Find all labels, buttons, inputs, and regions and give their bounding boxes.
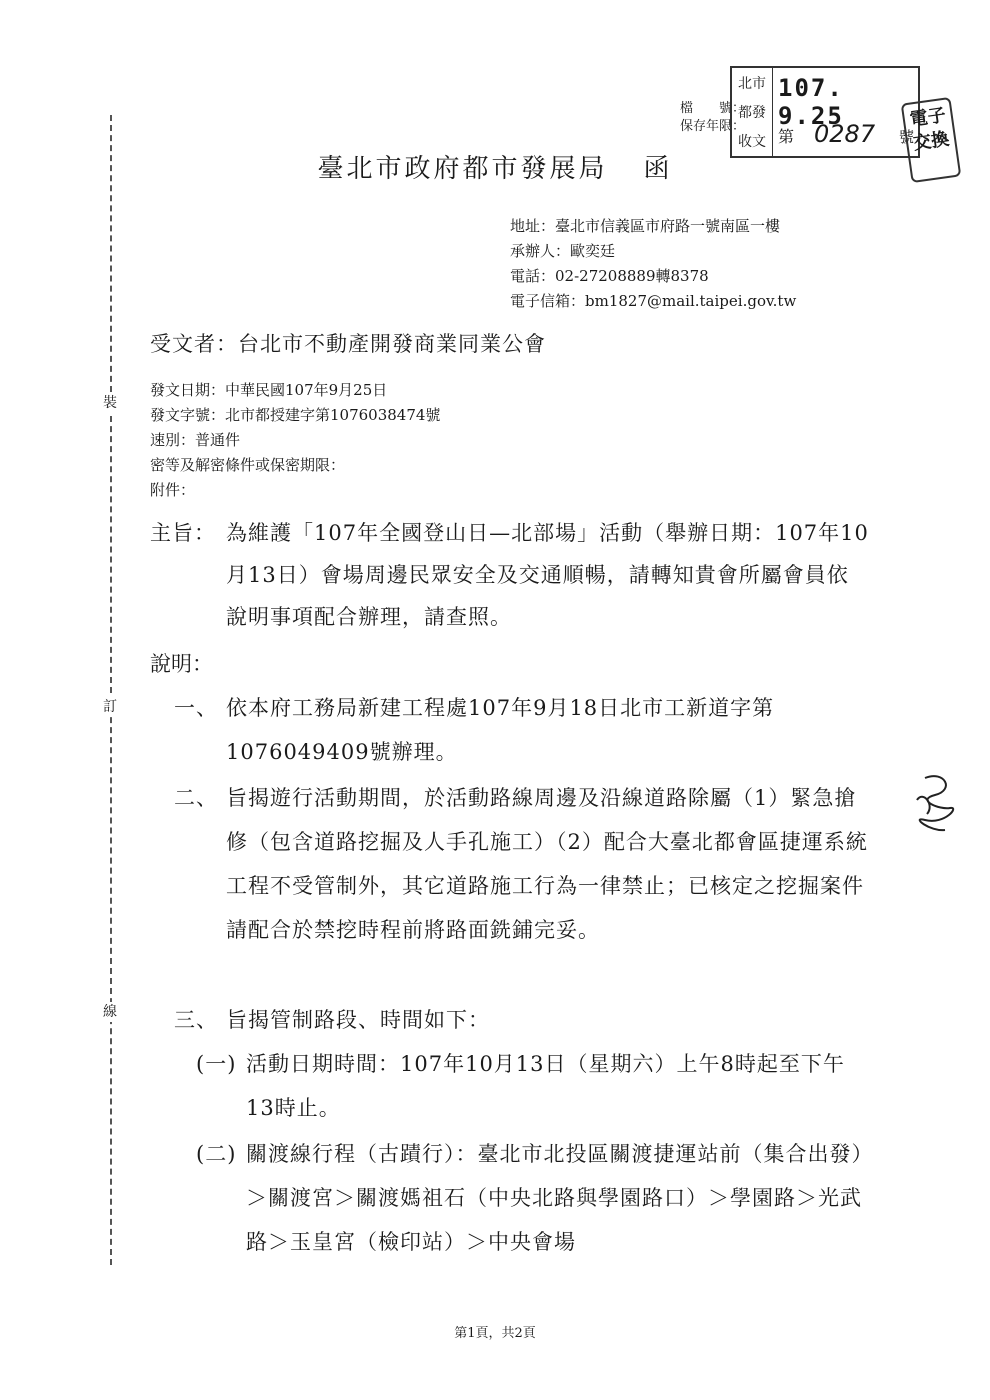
document-type: 函 bbox=[643, 154, 673, 184]
stamp-org-line: 都發 bbox=[738, 104, 766, 121]
contact-phone: 電話：02-27208889轉8378 bbox=[510, 267, 709, 285]
item-number: 三、 bbox=[174, 1008, 218, 1032]
explanation-label: 說明： bbox=[150, 652, 213, 676]
contact-handler: 承辦人：歐奕廷 bbox=[510, 242, 616, 260]
item-text: 旨揭管制路段、時間如下： bbox=[226, 1008, 490, 1032]
item-text: 旨揭遊行活動期間，於活動路線周邊及沿線道路除屬（1）緊急搶修（包含道路挖掘及人手孔施工）（2）配合大臺北都會區捷運系統工程不受管制外，其它道路施工行為一律禁止；已核定之挖掘案件請配合於禁挖時程前將路面銑鋪完妥。 bbox=[226, 786, 868, 942]
stamp-sequence bbox=[778, 120, 875, 148]
attachments: 附件： bbox=[150, 481, 196, 499]
explanation-subitem-1 bbox=[196, 1042, 866, 1130]
binding-mark-zhuang: 裝 bbox=[96, 393, 124, 413]
stamp-org-line: 北市 bbox=[738, 75, 766, 92]
subject-label: 主旨： bbox=[150, 521, 216, 545]
meta-block bbox=[150, 378, 440, 503]
explanation-subitem-2 bbox=[196, 1132, 866, 1264]
receipt-stamp bbox=[730, 66, 920, 158]
receiver-line: 受文者：台北市不動產開發商業同業公會 bbox=[150, 332, 546, 356]
contact-address: 地址：臺北市信義區市府路一號南區一樓 bbox=[510, 217, 781, 235]
explanation-item-2 bbox=[174, 776, 874, 952]
item-number: 二、 bbox=[174, 786, 218, 810]
subitem-text: 活動日期時間：107年10月13日（星期六）上午8時起至下午13時止。 bbox=[246, 1052, 845, 1120]
subitem-number: (二) bbox=[196, 1142, 237, 1166]
contact-block bbox=[510, 214, 796, 314]
explanation-item-3 bbox=[174, 998, 874, 1042]
item-number: 一、 bbox=[174, 696, 218, 720]
binding-line bbox=[110, 115, 112, 1265]
issuing-agency: 臺北市政府都市發展局 bbox=[317, 154, 608, 184]
subject-section bbox=[150, 512, 870, 638]
stamp-org bbox=[732, 68, 773, 156]
stamp-seq-number: 0287 bbox=[814, 120, 876, 148]
stamp-seq-prefix: 第 bbox=[778, 127, 795, 146]
e-exchange-stamp: 電子交換 bbox=[901, 97, 962, 183]
item-text: 依本府工務局新建工程處107年9月18日北市工新道字第1076049409號辦理。 bbox=[226, 696, 775, 764]
subject-text: 為維護「107年全國登山日—北部場」活動（舉辦日期：107年10月13日）會場周邊民眾安全及交通順暢，請轉知貴會所屬會員依說明事項配合辦理，請查照。 bbox=[226, 521, 869, 629]
binding-mark-xian: 線 bbox=[96, 1002, 124, 1022]
handwritten-mark-icon bbox=[905, 770, 965, 840]
explanation-item-1 bbox=[174, 686, 874, 774]
document-title bbox=[0, 148, 990, 185]
issue-number: 發文字號：北市都授建字第1076038474號 bbox=[150, 406, 441, 424]
binding-mark-ding: 訂 bbox=[96, 697, 124, 717]
file-number-label: 檔 號： bbox=[680, 101, 746, 116]
subitem-number: (一) bbox=[196, 1052, 237, 1076]
stamp-seq-suffix: 號 bbox=[898, 128, 914, 146]
stamp-org-line: 收文 bbox=[738, 134, 766, 151]
retention-label: 保存年限： bbox=[680, 119, 746, 134]
stamp-date: 107. 9.25 bbox=[778, 74, 844, 130]
delivery-speed: 速別：普通件 bbox=[150, 431, 241, 449]
page-footer: 第1頁，共2頁 bbox=[454, 1326, 536, 1341]
security-level: 密等及解密條件或保密期限： bbox=[150, 456, 346, 474]
issue-date: 發文日期：中華民國107年9月25日 bbox=[150, 381, 388, 399]
contact-email: 電子信箱：bm1827@mail.taipei.gov.tw bbox=[510, 292, 797, 310]
subitem-text: 關渡線行程（古蹟行）：臺北市北投區關渡捷運站前（集合出發）＞關渡宮＞關渡媽祖石（中央北路與學園路口）＞學園路＞光武路＞玉皇宮（檢印站）＞中央會場 bbox=[246, 1142, 863, 1254]
